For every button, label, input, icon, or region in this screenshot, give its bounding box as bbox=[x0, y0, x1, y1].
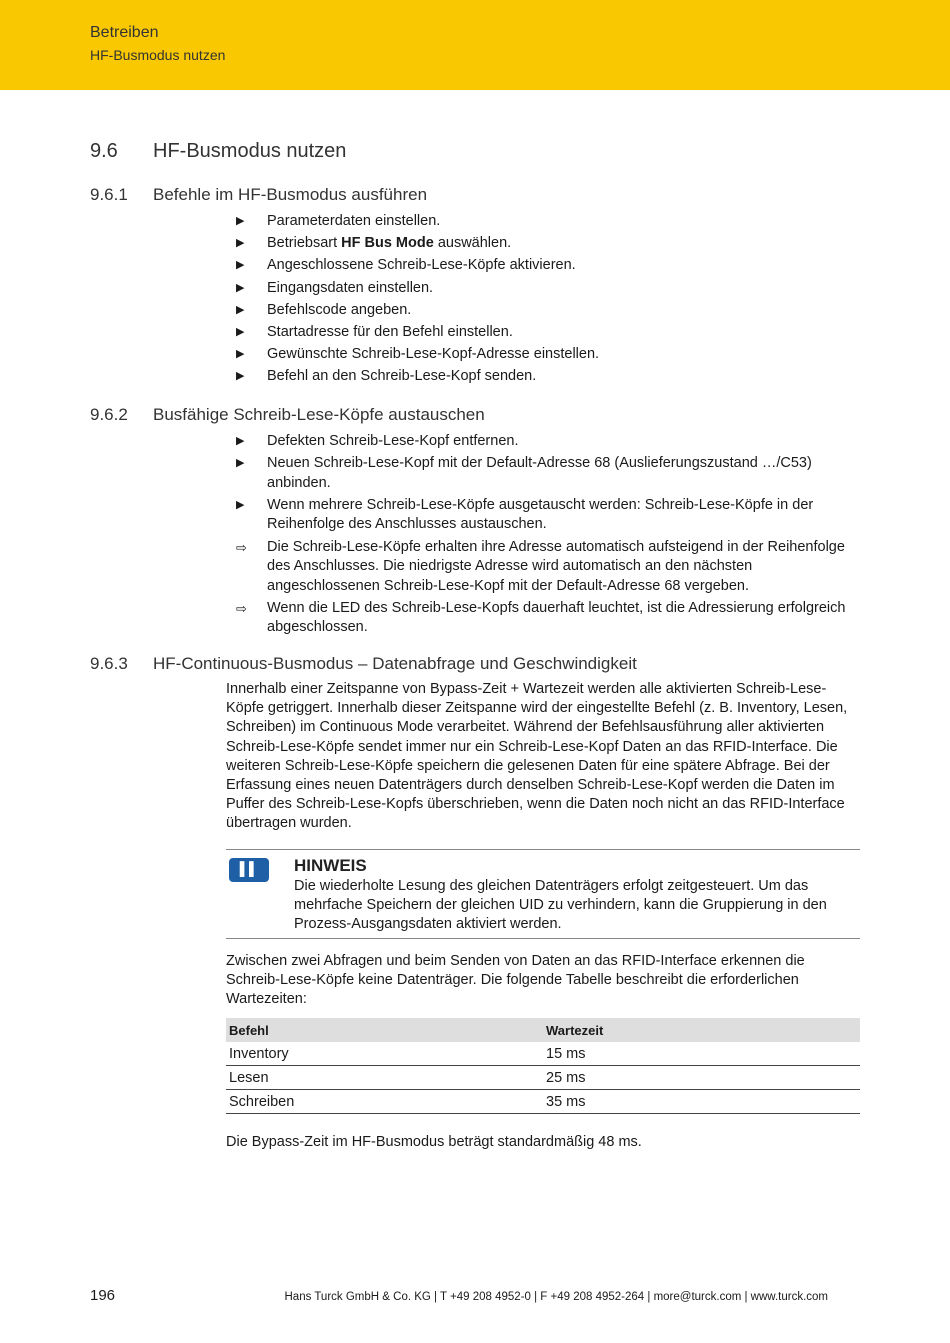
result-item: ⇨ Die Schreib-Lese-Köpfe erhalten ihre Adresse automatisch aufsteigend in der Reihenfolge des Anschlusses. Die niedrigste Adresse wird automatisch an den nächsten angeschlossenen Schreib-Lese-Kopf mit der Default-Adresse 68 vergeben. bbox=[236, 538, 845, 594]
section-number: 9.6 bbox=[90, 140, 118, 162]
list-item: ▶ Gewünschte Schreib-Lese-Kopf-Adresse einstellen. bbox=[236, 345, 860, 365]
step-list bbox=[236, 212, 860, 390]
body-paragraph: Zwischen zwei Abfragen und beim Senden von Daten an das RFID-Interface erkennen die Schreib-Lese-Köpfe keine Datenträger. Die folgende Tabelle beschreibt die erforderlichen Wartezeiten: bbox=[226, 953, 805, 1008]
column-header: Wartezeit bbox=[543, 1018, 860, 1042]
triangle-right-icon: ▶ bbox=[236, 259, 245, 272]
subsection-title: Busfähige Schreib-Lese-Köpfe austauschen bbox=[153, 405, 485, 424]
list-item: ▶ Neuen Schreib-Lese-Kopf mit der Default-Adresse 68 (Auslieferungszustand …/C53) anbinden. bbox=[236, 455, 812, 491]
list-item: ▶ Wenn mehrere Schreib-Lese-Köpfe ausgetauscht werden: Schreib-Lese-Köpfe in der Reihenfolge des Anschlusses austauschen. bbox=[236, 496, 814, 533]
table-cell: 15 ms bbox=[543, 1042, 860, 1066]
page-header bbox=[0, 0, 950, 90]
list-item: ▶ Startadresse für den Befehl einstellen. bbox=[236, 323, 860, 343]
column-header: Befehl bbox=[226, 1018, 543, 1042]
list-item: ▶ Befehlscode angeben. bbox=[236, 301, 860, 321]
triangle-right-icon: ▶ bbox=[236, 325, 245, 338]
subsection-number: 9.6.1 bbox=[90, 185, 128, 204]
body-paragraph: Innerhalb einer Zeitspanne von Bypass-Zeit + Wartezeit werden alle aktivierten Schreib-Lese-Köpfe getriggert. Innerhalb dieser Zeitspanne wird der eingestellte Befehl (z. B. Inventory, Lesen, Schreiben) im Continuous Mode verarbeitet. Während der Befehlsausführung aller aktivierten Schreib-Lese-Köpfe sendet immer nur ein Schreib-Lese-Kopf Daten an das RFID-Interface. Die weiteren Schreib-Lese-Köpfe speichern die gelesenen Daten für eine spätere Abfrage. Bei der Erfassung eines neuen Datenträgers durch denselben Schreib-Lese-Kopf werden die Daten im Puffer des Schreib-Lese-Kopfs überschrieben, wenn die Daten noch nicht an das RFID-Interface übertragen wurden. bbox=[226, 681, 848, 832]
table-cell: 35 ms bbox=[543, 1090, 860, 1114]
wait-times-table bbox=[226, 1018, 860, 1114]
header-chapter: Betreiben bbox=[90, 24, 159, 41]
list-item: ▶ Parameterdaten einstellen. bbox=[236, 212, 860, 232]
mode-name: HF Bus Mode bbox=[341, 235, 434, 252]
table-header-row bbox=[226, 1018, 860, 1042]
list-item: ▶ Eingangsdaten einstellen. bbox=[236, 279, 860, 299]
triangle-right-icon: ▶ bbox=[236, 215, 245, 227]
header-section: HF-Busmodus nutzen bbox=[90, 47, 226, 63]
triangle-right-icon: ▶ bbox=[236, 457, 245, 470]
triangle-right-icon: ▶ bbox=[236, 303, 245, 316]
footer-contact: Hans Turck GmbH & Co. KG | T +49 208 4952-0 | F +49 208 4952-264 | more@turck.com | www.turck.com bbox=[284, 1291, 828, 1303]
outline-arrow-right-icon: ⇨ bbox=[236, 539, 247, 555]
subsection-heading bbox=[90, 405, 485, 425]
section-heading bbox=[90, 140, 346, 163]
table-cell: Lesen bbox=[226, 1066, 543, 1090]
table-row bbox=[226, 1090, 860, 1114]
table-cell: Inventory bbox=[226, 1042, 543, 1066]
list-item: ▶ Defekten Schreib-Lese-Kopf entfernen. bbox=[236, 432, 860, 452]
subsection-title: HF-Continuous-Busmodus – Datenabfrage und Geschwindigkeit bbox=[153, 654, 637, 673]
step-list bbox=[236, 432, 860, 640]
outline-arrow-right-icon: ⇨ bbox=[236, 600, 247, 616]
subsection-title: Befehle im HF-Busmodus ausführen bbox=[153, 185, 428, 204]
notice-box bbox=[226, 849, 860, 939]
page-number: 196 bbox=[90, 1287, 116, 1304]
triangle-right-icon: ▶ bbox=[236, 435, 245, 447]
subsection-number: 9.6.3 bbox=[90, 654, 128, 673]
section-title: HF-Busmodus nutzen bbox=[153, 140, 347, 162]
triangle-right-icon: ▶ bbox=[236, 370, 245, 383]
body-paragraph: Die Bypass-Zeit im HF-Busmodus beträgt standardmäßig 48 ms. bbox=[226, 1134, 642, 1150]
triangle-right-icon: ▶ bbox=[236, 498, 245, 511]
table-cell: Schreiben bbox=[226, 1090, 543, 1114]
table-row bbox=[226, 1042, 860, 1066]
triangle-right-icon: ▶ bbox=[236, 281, 245, 294]
notice-text: Die wiederholte Lesung des gleichen Datenträgers erfolgt zeitgesteuert. Um das mehrfache Speichern der gleichen UID zu verhindern, kann die Gruppierung in den Prozess-Ausgangsdaten aktiviert werden. bbox=[294, 878, 827, 933]
table-row bbox=[226, 1066, 860, 1090]
list-item: ▶ Betriebsart HF Bus Mode auswählen. bbox=[236, 234, 860, 254]
subsection-number: 9.6.2 bbox=[90, 405, 128, 424]
triangle-right-icon: ▶ bbox=[236, 237, 245, 250]
subsection-heading bbox=[90, 654, 637, 674]
list-item: ▶ Angeschlossene Schreib-Lese-Köpfe aktivieren. bbox=[236, 256, 860, 276]
table-cell: 25 ms bbox=[543, 1066, 860, 1090]
triangle-right-icon: ▶ bbox=[236, 348, 245, 361]
notice-title: HINWEIS bbox=[294, 856, 367, 875]
list-item: ▶ Befehl an den Schreib-Lese-Kopf senden. bbox=[236, 367, 860, 387]
subsection-heading bbox=[90, 185, 427, 205]
result-item: ⇨ Wenn die LED des Schreib-Lese-Kopfs dauerhaft leuchtet, ist die Adressierung erfolgreich abgeschlossen. bbox=[236, 599, 846, 636]
info-hand-icon: ▌▌ bbox=[229, 858, 269, 882]
